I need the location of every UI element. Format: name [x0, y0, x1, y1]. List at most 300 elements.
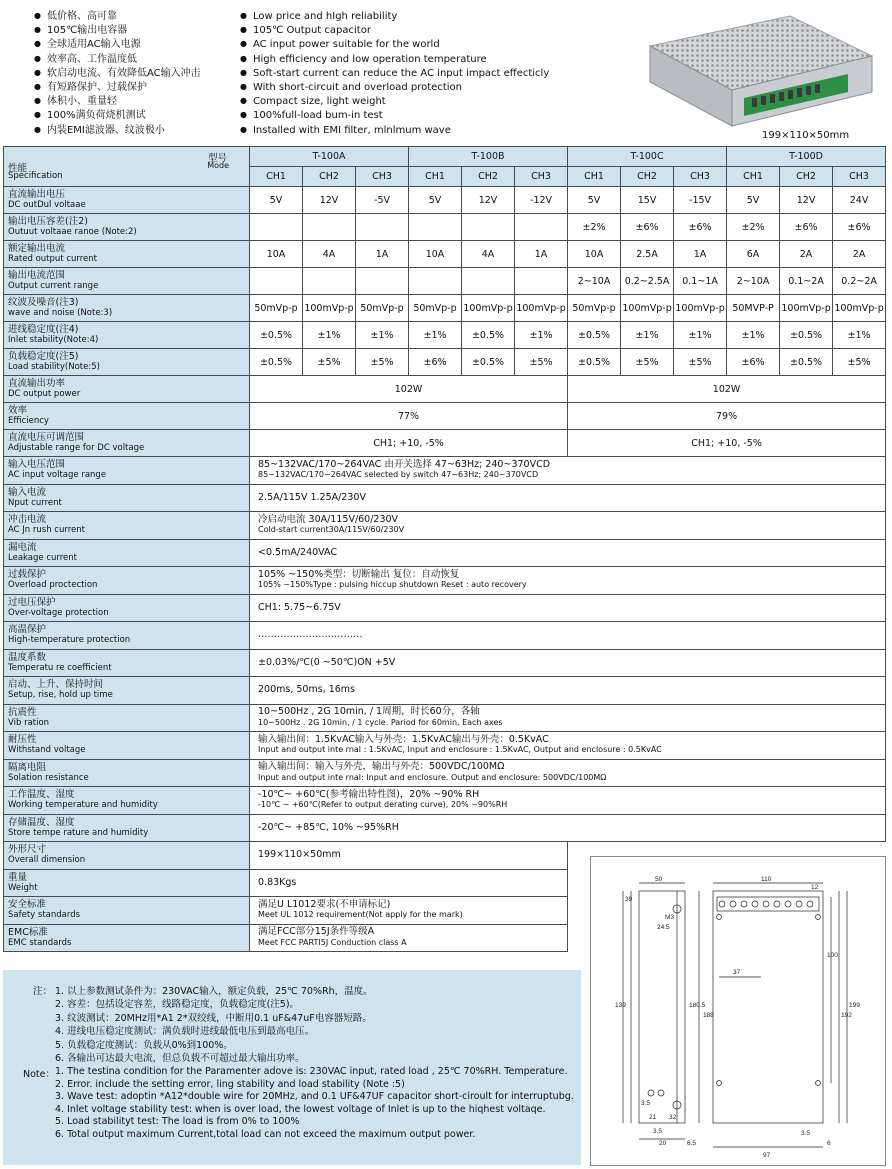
spec-label-en: Output current range	[8, 281, 99, 291]
spec-label-en: Weight	[8, 882, 38, 893]
spec-value: 5V	[568, 187, 621, 214]
spec-label-en: AC Jn rush current	[8, 525, 85, 536]
spec-value-line-en: Input and output inte rnal: Input and enclosure. Output and enclosure: 500VDC/100MΩ	[258, 772, 607, 782]
spec-value: 5V	[250, 187, 303, 214]
dim-label: 100	[827, 952, 838, 959]
feature-item: ● Compact size, light weight	[240, 96, 386, 108]
spec-row-wide	[4, 732, 886, 760]
spec-row-adj	[4, 430, 886, 457]
spec-label-cn: 负载稳定度(注5)	[8, 351, 79, 362]
spec-value: ±0.5%	[462, 349, 515, 376]
spec-value: ±0.5%	[250, 322, 303, 349]
spec-value	[462, 214, 515, 241]
spec-label-cn: 直流输出电压	[8, 189, 66, 200]
spec-label	[4, 457, 250, 485]
spec-value: ±1%	[515, 322, 568, 349]
feature-item: ● 体积小、重量轻	[34, 96, 117, 108]
spec-value-line: 199×110×50mm	[258, 849, 341, 860]
spec-label-cn: 高温保护	[8, 624, 47, 636]
spec-value	[250, 869, 568, 897]
spec-label-en: wave and noise (Note:3)	[8, 308, 113, 318]
spec-value: ±0.5%	[780, 349, 833, 376]
spec-row-wide	[4, 539, 886, 567]
feature-item: ● 105℃ Output capacitor	[240, 25, 371, 37]
spec-label-cn: 输入电压范围	[8, 459, 66, 471]
spec-label	[4, 349, 250, 376]
note-line: 1. The testina condition for the Paramenter adove is: 230VAC input, rated load , 25℃ 70%RH. Temperature.	[55, 1066, 568, 1077]
spec-value-line-en: 10~500Hz . 2G 10min, / 1 cycle. Pariod for 60min, Each axes	[258, 717, 503, 727]
spec-label-en: EMC standards	[8, 937, 72, 948]
spec-label-cn: EMC标准	[8, 926, 48, 938]
spec-value: -5V	[356, 187, 409, 214]
feature-item: ● Installed with EMI filter, mlnlmum wave	[240, 124, 451, 136]
spec-label-en: AC input voltage range	[8, 470, 107, 481]
spec-row-wide	[4, 512, 886, 540]
spec-row-eff	[4, 403, 886, 430]
dim-label: 21	[649, 1114, 657, 1121]
spec-value	[250, 732, 886, 760]
spec-label	[4, 268, 250, 295]
note-line: 2. 容差：包括设定容差，线路稳定度，负载稳定度(注5)。	[55, 999, 300, 1011]
spec-value	[250, 484, 886, 512]
spec-value	[250, 924, 568, 952]
spec-value: 1A	[674, 241, 727, 268]
spec-value	[250, 649, 886, 677]
spec-row-wide	[4, 622, 886, 650]
spec-row-wide	[4, 567, 886, 595]
channel-header: CH1	[250, 167, 303, 187]
spec-label-cn: 进线稳定度(注4)	[8, 324, 79, 335]
spec-label-en: Safety standards	[8, 910, 81, 921]
feature-item: ● 100%满负荷烧机测试	[34, 110, 146, 122]
spec-value: 100mVp-p	[833, 295, 886, 322]
channel-header: CH2	[621, 167, 674, 187]
spec-value	[250, 512, 886, 540]
spec-value: CH1; +10, -5%	[568, 430, 886, 457]
spec-label-cn: 温度系数	[8, 651, 47, 663]
spec-row-wide	[4, 814, 886, 842]
spec-label	[4, 732, 250, 760]
spec-value: ±0.5%	[568, 349, 621, 376]
spec-value	[250, 567, 886, 595]
spec-label	[4, 622, 250, 650]
spec-label-en: Leakage current	[8, 552, 77, 563]
spec-label-cn: 额定输出电流	[8, 243, 66, 254]
spec-row-wide	[4, 759, 886, 787]
spec-value: CH1; +10, -5%	[250, 430, 568, 457]
spec-value-line: 105% ~150%类型：切断输出 复位：自动恢复	[258, 568, 460, 580]
spec-value: ±5%	[621, 349, 674, 376]
model-header: T-100A	[250, 147, 409, 167]
spec-value: 100mVp-p	[621, 295, 674, 322]
spec-label	[4, 567, 250, 595]
spec-value: 15V	[621, 187, 674, 214]
spec-value	[409, 268, 462, 295]
spec-label	[4, 430, 250, 457]
spec-value	[250, 539, 886, 567]
spec-label-cn: 耐压性	[8, 734, 37, 746]
channel-header: CH3	[674, 167, 727, 187]
spec-value: 2.5A	[621, 241, 674, 268]
spec-value: 1A	[356, 241, 409, 268]
spec-label-cn: 输出电流范围	[8, 270, 66, 281]
spec-label-cn: 纹波及噪音(注3)	[8, 297, 79, 308]
spec-label-en: Overall dimension	[8, 855, 86, 866]
note-line: 1. 以上参数测试条件为：230VAC输入，额定负载，25℃ 70%Rh，温度。	[55, 986, 373, 997]
spec-label-en: Overload proctection	[8, 580, 98, 591]
spec-label-en: Temperatu re coefficient	[8, 662, 112, 673]
mode-label-en: Mode	[207, 161, 229, 170]
dim-label: 37	[733, 969, 741, 976]
dim-label: 3.5	[801, 1130, 811, 1137]
spec-label-en: DC output power	[8, 389, 81, 399]
spec-value	[250, 214, 303, 241]
spec-value: ±5%	[515, 349, 568, 376]
spec-label-en: Withstand voltage	[8, 745, 86, 756]
spec-label-en: Outuut voltaae ranoe (Note:2)	[8, 227, 137, 237]
spec-value-line: 85~132VAC/170~264VAC 由开关选择 47~63Hz; 240~370VCD	[258, 458, 551, 470]
spec-label	[4, 214, 250, 241]
spec-value-line: -10℃~ +60℃(参考输出特性图)，20% ~90% RH	[258, 788, 480, 800]
note-line: Note：	[23, 1069, 55, 1080]
dim-label: 20	[659, 1140, 667, 1147]
dim-label: 97	[763, 1152, 771, 1159]
spec-label	[4, 295, 250, 322]
note-line: 5. 负载稳定度测试：负载从0%到100%。	[55, 1039, 233, 1051]
spec-value: 2~10A	[568, 268, 621, 295]
spec-value-line: 输入输出间：输入与外壳，输出与外壳：500VDC/100MΩ	[258, 761, 505, 773]
spec-value: 100mVp-p	[674, 295, 727, 322]
spec-value: 77%	[250, 403, 568, 430]
mode-spec-header	[4, 147, 250, 187]
spec-label-cn: 工作温度、湿度	[8, 789, 75, 801]
feature-item: ● 软启动电流、有效降低AC输入冲击	[34, 67, 201, 79]
spec-label-cn: 过载保护	[8, 569, 47, 581]
spec-value: ±2%	[568, 214, 621, 241]
spec-value: ±6%	[674, 214, 727, 241]
spec-value	[303, 268, 356, 295]
spec-label-en: Solation resistance	[8, 772, 89, 783]
dim-label: 24.5	[657, 924, 670, 931]
spec-label	[4, 869, 250, 897]
feature-item: ● AC input power suitable for the world	[240, 39, 440, 51]
spec-value: 10A	[409, 241, 462, 268]
spec-label-en: Inlet stability(Note:4)	[8, 335, 99, 345]
spec-label-cn: 存储温度、湿度	[8, 816, 75, 828]
spec-row-wide	[4, 457, 886, 485]
spec-value-line: <0.5mA/240VAC	[258, 546, 338, 558]
dim-label: 188	[703, 1012, 714, 1019]
spec-value-line-en: Cold-start current30A/115V/60/230V	[258, 525, 405, 535]
spec-label	[4, 403, 250, 430]
note-line: 注：	[33, 986, 53, 997]
product-dimensions: 199×110×50mm	[762, 130, 850, 141]
spec-value	[515, 214, 568, 241]
spec-value-line: 2.5A/115V 1.25A/230V	[258, 491, 366, 503]
spec-value: ±0.5%	[780, 322, 833, 349]
feature-item: ● Soft-start current can reduce the AC input impact effecticly	[240, 67, 550, 79]
spec-label-en: Efficiency	[8, 416, 49, 426]
dim-label: 6	[827, 1140, 831, 1147]
spec-value	[250, 622, 886, 650]
spec-label	[4, 842, 250, 870]
spec-label-en: Specification	[8, 171, 63, 181]
dim-label: 110	[761, 876, 772, 883]
channel-header: CH1	[727, 167, 780, 187]
spec-label-en: Rated output current	[8, 254, 97, 264]
spec-label-cn: 重量	[8, 871, 28, 883]
spec-value: ±1%	[303, 322, 356, 349]
spec-value	[250, 704, 886, 732]
spec-table	[3, 146, 886, 952]
spec-row-load	[4, 349, 886, 376]
spec-value-line: 10~500Hz , 2G 10min, / 1周期，时长60分，各轴	[258, 706, 480, 718]
dim-label: 199	[849, 1002, 860, 1009]
spec-label-en: Adjustable range for DC voltage	[8, 443, 145, 453]
spec-value	[250, 457, 886, 485]
note-line: 3. Wave test: adoptin *A12*double wire for 20MHz, and 0.1 UF&47UF capacitor short-ciroult for interruptubg.	[55, 1091, 574, 1103]
spec-label-cn: 漏电流	[8, 541, 37, 553]
features-cn-list	[34, 10, 234, 138]
feature-item: ● High efficiency and low operation temperature	[240, 53, 487, 65]
spec-value: ±6%	[727, 349, 780, 376]
spec-label	[4, 187, 250, 214]
spec-value: ±6%	[833, 214, 886, 241]
channel-header: CH3	[356, 167, 409, 187]
spec-label	[4, 814, 250, 842]
note-line: 4. Inlet voltage stability test: when is over load, the lowest voltage of Inlet is up to the hiqhest voltaqe.	[55, 1103, 546, 1115]
spec-value: ±0.5%	[568, 322, 621, 349]
spec-label-en: Nput current	[8, 497, 62, 508]
note-line: 6. 各输出可达最大电流，但总负载不可超过最大输出功率。	[55, 1053, 305, 1064]
spec-label	[4, 759, 250, 787]
spec-value	[303, 214, 356, 241]
spec-label-cn: 启动、上升、保持时间	[8, 679, 104, 691]
spec-label-cn: 效率	[8, 405, 28, 416]
spec-label	[4, 322, 250, 349]
feature-item: ● 100%full-load bum-in test	[240, 110, 383, 122]
spec-label	[4, 924, 250, 952]
spec-label-en: Store tempe rature and humidity	[8, 827, 149, 838]
spec-label-cn: 直流输出功率	[8, 378, 66, 389]
spec-value: ±0.5%	[462, 322, 515, 349]
spec-value	[462, 268, 515, 295]
spec-value: 50mVp-p	[250, 295, 303, 322]
spec-value: 50mVp-p	[409, 295, 462, 322]
spec-row-wide	[4, 484, 886, 512]
spec-label-en: Over-voltage protection	[8, 607, 109, 618]
spec-label-cn: 抗震性	[8, 706, 37, 718]
feature-item: ● 全球适用AC输入电源	[34, 39, 141, 51]
spec-value	[250, 897, 568, 925]
spec-value: ±1%	[409, 322, 462, 349]
spec-row-power	[4, 376, 886, 403]
spec-value-line: ±0.03%/℃(0 ~50℃)ON +5V	[258, 656, 396, 668]
spec-row-dc-v	[4, 187, 886, 214]
spec-value: 1A	[515, 241, 568, 268]
spec-label	[4, 484, 250, 512]
spec-value: ±1%	[356, 322, 409, 349]
spec-value	[250, 594, 886, 622]
spec-value: ±6%	[409, 349, 462, 376]
channel-header: CH2	[780, 167, 833, 187]
spec-value-line: CH1: 5.75~6.75V	[258, 601, 341, 613]
spec-label-cn: 外形尺寸	[8, 844, 47, 856]
spec-label	[4, 897, 250, 925]
spec-value: 50MVP-P	[727, 295, 780, 322]
notes-section	[3, 970, 581, 1165]
features-en-list	[240, 10, 630, 138]
dim-label: 139	[615, 1002, 626, 1009]
spec-value-line: 0.83Kgs	[258, 876, 297, 888]
note-line: 6. Total output maximum Current,total load can not exceed the maximum output power.	[55, 1129, 476, 1140]
spec-value: 4A	[462, 241, 515, 268]
spec-label	[4, 512, 250, 540]
spec-value-line: -20℃~ +85℃, 10% ~95%RH	[258, 821, 399, 833]
feature-item: ● 低价格、高可靠	[34, 11, 117, 22]
spec-label	[4, 594, 250, 622]
spec-label	[4, 787, 250, 815]
spec-value-line-en: 85~132VAC/170~264VAC selected by switch 47~63Hz; 240~370VCD	[258, 470, 539, 480]
spec-value: 100mVp-p	[780, 295, 833, 322]
spec-value	[409, 214, 462, 241]
spec-label-en: Setup, rise, hold up time	[8, 690, 113, 701]
spec-value: 4A	[303, 241, 356, 268]
spec-row-rated-i	[4, 241, 886, 268]
spec-row-ripple	[4, 295, 886, 322]
spec-value-line: 满足U L1012要求(不申请标记)	[258, 898, 391, 910]
channel-header: CH2	[303, 167, 356, 187]
spec-value: ±5%	[674, 349, 727, 376]
spec-value: 100mVp-p	[515, 295, 568, 322]
spec-label	[4, 539, 250, 567]
spec-value	[250, 814, 886, 842]
spec-label	[4, 677, 250, 705]
spec-value: ±2%	[727, 214, 780, 241]
spec-value: 0.2~2A	[833, 268, 886, 295]
spec-value: ±1%	[621, 322, 674, 349]
spec-row-v-tol	[4, 214, 886, 241]
spec-row-wide	[4, 704, 886, 732]
spec-row-wide	[4, 594, 886, 622]
spec-label-cn: 输入电流	[8, 486, 47, 498]
spec-label	[4, 649, 250, 677]
spec-value: 50mVp-p	[568, 295, 621, 322]
spec-row-wide	[4, 649, 886, 677]
spec-value: ±1%	[674, 322, 727, 349]
dim-label: M3	[665, 914, 675, 921]
spec-value: -12V	[515, 187, 568, 214]
spec-value: 0.2~2.5A	[621, 268, 674, 295]
spec-value: ±1%	[727, 322, 780, 349]
spec-value: 50mVp-p	[356, 295, 409, 322]
spec-label-cn: 输出电压容差(注2)	[8, 216, 88, 227]
note-line: 4. 进线电压稳定度测试：满负载时进线最低电压到最高电压。	[55, 1026, 315, 1038]
spec-value: 100mVp-p	[462, 295, 515, 322]
spec-value: 12V	[462, 187, 515, 214]
spec-value: 79%	[568, 403, 886, 430]
spec-value: 102W	[568, 376, 886, 403]
spec-value: 0.1~2A	[780, 268, 833, 295]
dimension-drawing-svg	[591, 857, 885, 1165]
channel-header: CH2	[462, 167, 515, 187]
spec-value: 24V	[833, 187, 886, 214]
model-header: T-100D	[727, 147, 886, 167]
feature-item: ● Low price and hIgh reliability	[240, 11, 398, 22]
spec-label-en: Working temperature and humidity	[8, 800, 158, 811]
spec-value: 12V	[303, 187, 356, 214]
spec-value: 10A	[250, 241, 303, 268]
spec-label	[4, 376, 250, 403]
spec-label-en: Load stability(Note:5)	[8, 362, 100, 372]
spec-value: 100mVp-p	[303, 295, 356, 322]
spec-value: ±6%	[621, 214, 674, 241]
spec-value-line-en: Meet UL 1012 requirement(Not apply for the mark)	[258, 910, 463, 920]
channel-header: CH3	[515, 167, 568, 187]
dim-label: 6.5	[687, 1140, 697, 1147]
dim-label: 39	[625, 896, 633, 903]
spec-label-cn: 安全标准	[8, 899, 47, 911]
spec-value: -15V	[674, 187, 727, 214]
spec-label-en: High-temperature protection	[8, 635, 131, 646]
spec-label-cn: 过电压保护	[8, 596, 56, 608]
spec-row-wide	[4, 787, 886, 815]
feature-item: ● 内装EMI滤波器、纹波极小	[34, 124, 165, 136]
channel-header: CH3	[833, 167, 886, 187]
spec-label-cn: 冲击电流	[8, 514, 47, 526]
spec-label-cn: 性能	[8, 163, 28, 174]
spec-value	[356, 214, 409, 241]
spec-value: ±1%	[833, 322, 886, 349]
spec-value: ±5%	[303, 349, 356, 376]
feature-item: ● 有短路保护、过载保护	[34, 82, 147, 94]
mode-label-cn: 型号	[207, 153, 227, 164]
spec-value	[250, 842, 568, 870]
spec-value: 2A	[833, 241, 886, 268]
spec-value: 12V	[780, 187, 833, 214]
spec-row-wide	[4, 677, 886, 705]
spec-label-cn: 隔离电阻	[8, 761, 47, 773]
spec-value: ±5%	[833, 349, 886, 376]
power-supply-image	[640, 8, 880, 140]
spec-value	[250, 787, 886, 815]
model-header: T-100C	[568, 147, 727, 167]
channel-header: CH1	[568, 167, 621, 187]
spec-value-line: ……………………………	[258, 629, 363, 640]
dimension-drawing	[590, 856, 886, 1166]
spec-value-line: 输入输出间：1.5KvAC输入与外壳：1.5KvAC输出与外壳：0.5KvAC	[258, 733, 549, 745]
spec-value-line-en: -10℃ ~ +60℃(Refer to output derating curve), 20% ~90%RH	[258, 800, 508, 810]
feature-item: ● 效率高、工作温度低	[34, 53, 137, 65]
note-line: 3. 纹波测试：20MHz用*A1 2*双绞线，中断用0.1 uF&47uF电容器短路。	[55, 1012, 372, 1024]
spec-value: 2~10A	[727, 268, 780, 295]
spec-value-line: 满足FCC部分15J条件等级A	[258, 926, 375, 938]
channel-header: CH1	[409, 167, 462, 187]
note-line: 2. Error. include the setting error, ling stability and load stability (Note :5)	[55, 1078, 405, 1090]
dim-label: 3.5	[653, 1128, 663, 1135]
spec-label-en: Vib ration	[8, 717, 50, 728]
spec-value: 102W	[250, 376, 568, 403]
spec-value	[515, 268, 568, 295]
spec-value: 10A	[568, 241, 621, 268]
spec-value	[250, 759, 886, 787]
dim-label: 12	[811, 884, 819, 891]
feature-item: ● With short-circuit and overload protection	[240, 82, 462, 94]
spec-value: ±0.5%	[250, 349, 303, 376]
spec-value: ±5%	[356, 349, 409, 376]
model-header: T-100B	[409, 147, 568, 167]
spec-label-en: DC outDul voltaae	[8, 200, 86, 210]
